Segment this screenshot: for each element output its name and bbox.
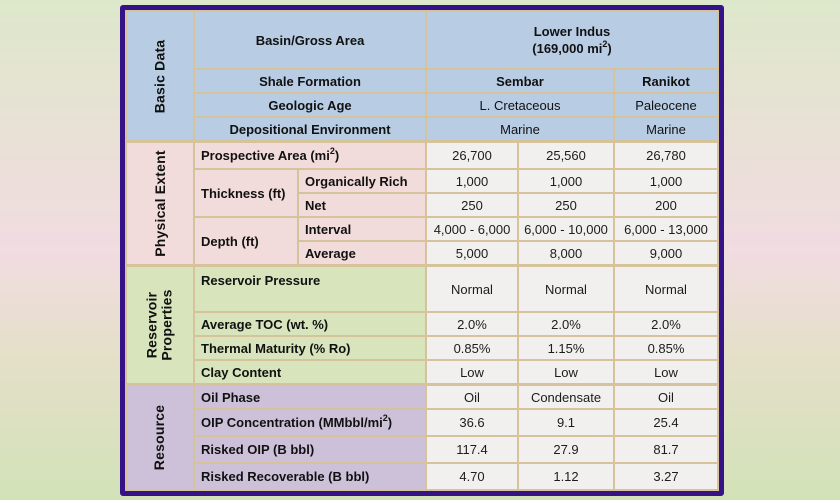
reservoir-pressure-label: Reservoir Pressure	[195, 267, 425, 311]
section-label-text: Physical Extent	[151, 150, 168, 257]
shale-formation-label: Shale Formation	[195, 70, 425, 92]
section-label-text: Basic Data	[151, 39, 168, 113]
value-cell-col3: 25.4	[615, 410, 717, 435]
formation-sembar: Sembar	[427, 70, 613, 92]
value-cell-col2: Normal	[519, 267, 613, 311]
basin-gross-area-label: Basin/Gross Area	[195, 12, 425, 68]
value-cell-col1: Oil	[427, 386, 517, 408]
value-cell-col3: 81.7	[615, 437, 717, 462]
section-physical-extent	[127, 143, 717, 264]
age-sembar: L. Cretaceous	[427, 94, 613, 116]
section-label-basic-data	[127, 12, 193, 140]
age-ranikot: Paleocene	[615, 94, 717, 116]
value-cell-col1: 36.6	[427, 410, 517, 435]
value-cell-col1: Normal	[427, 267, 517, 311]
value-cell-col3: 26,780	[615, 143, 717, 168]
value-cell-col2: 27.9	[519, 437, 613, 462]
value-cell-col3: 2.0%	[615, 313, 717, 335]
value-cell-col2: 1.15%	[519, 337, 613, 359]
value-cell-col3: Normal	[615, 267, 717, 311]
formation-ranikot: Ranikot	[615, 70, 717, 92]
risked-oip-label: Risked OIP (B bbl)	[195, 437, 425, 462]
value-cell-col1: 4.70	[427, 464, 517, 489]
net-label: Net	[299, 194, 425, 216]
organically-rich-label: Organically Rich	[299, 170, 425, 192]
section-resource	[127, 386, 717, 489]
value-cell-col1: 1,000	[427, 170, 517, 192]
value-cell-col2: 250	[519, 194, 613, 216]
section-label-physical-extent	[127, 143, 193, 264]
risked-recoverable-label: Risked Recoverable (B bbl)	[195, 464, 425, 489]
value-cell-col2: 1,000	[519, 170, 613, 192]
value-cell-col1: 5,000	[427, 242, 517, 264]
value-cell-col3: 3.27	[615, 464, 717, 489]
average-toc-label: Average TOC (wt. %)	[195, 313, 425, 335]
value-cell-col3: 9,000	[615, 242, 717, 264]
basin-area: (169,000 $mi^2$)	[532, 38, 612, 56]
basin-name: Lower Indus	[533, 24, 611, 39]
value-cell-col2: 9.1	[519, 410, 613, 435]
value-cell-col1: 0.85%	[427, 337, 517, 359]
section-label-text: Resource	[151, 404, 168, 471]
value-cell-col1: 117.4	[427, 437, 517, 462]
section-reservoir-properties	[127, 267, 717, 383]
dep-env-ranikot: Marine	[615, 118, 717, 140]
value-cell-col3: 0.85%	[615, 337, 717, 359]
thermal-maturity-label: Thermal Maturity (% Ro)	[195, 337, 425, 359]
value-cell-col2: 1.12	[519, 464, 613, 489]
oip-concentration-label: OIP Concentration $(MMbbl/mi^2)$	[195, 410, 425, 435]
section-label-reservoir-properties	[127, 267, 193, 383]
value-cell-col2: Low	[519, 361, 613, 383]
depositional-environment-label: Depositional Environment	[195, 118, 425, 140]
prospective-area-label: Prospective Area $(mi^2)$	[195, 143, 425, 168]
section-basic-data	[127, 12, 717, 140]
value-cell-col1: 26,700	[427, 143, 517, 168]
value-cell-col1: 2.0%	[427, 313, 517, 335]
geologic-age-label: Geologic Age	[195, 94, 425, 116]
value-cell-col2: 6,000 - 10,000	[519, 218, 613, 240]
average-label: Average	[299, 242, 425, 264]
shale-data-table	[120, 5, 724, 496]
value-cell-col2: 8,000	[519, 242, 613, 264]
value-cell-col2: 25,560	[519, 143, 613, 168]
value-cell-col1: 4,000 - 6,000	[427, 218, 517, 240]
value-cell-col1: Low	[427, 361, 517, 383]
section-label-resource	[127, 386, 193, 489]
value-cell-col2: 2.0%	[519, 313, 613, 335]
value-cell-col1: 250	[427, 194, 517, 216]
value-cell-col3: 200	[615, 194, 717, 216]
basin-gross-area-value	[427, 12, 717, 68]
value-cell-col3: 6,000 - 13,000	[615, 218, 717, 240]
value-cell-col2: Condensate	[519, 386, 613, 408]
value-cell-col3: 1,000	[615, 170, 717, 192]
depth-label: Depth (ft)	[195, 218, 297, 264]
section-label-text: Reservoir Properties	[144, 289, 175, 361]
oil-phase-label: Oil Phase	[195, 386, 425, 408]
value-cell-col3: Low	[615, 361, 717, 383]
thickness-label: Thickness (ft)	[195, 170, 297, 216]
dep-env-sembar: Marine	[427, 118, 613, 140]
value-cell-col3: Oil	[615, 386, 717, 408]
clay-content-label: Clay Content	[195, 361, 425, 383]
interval-label: Interval	[299, 218, 425, 240]
